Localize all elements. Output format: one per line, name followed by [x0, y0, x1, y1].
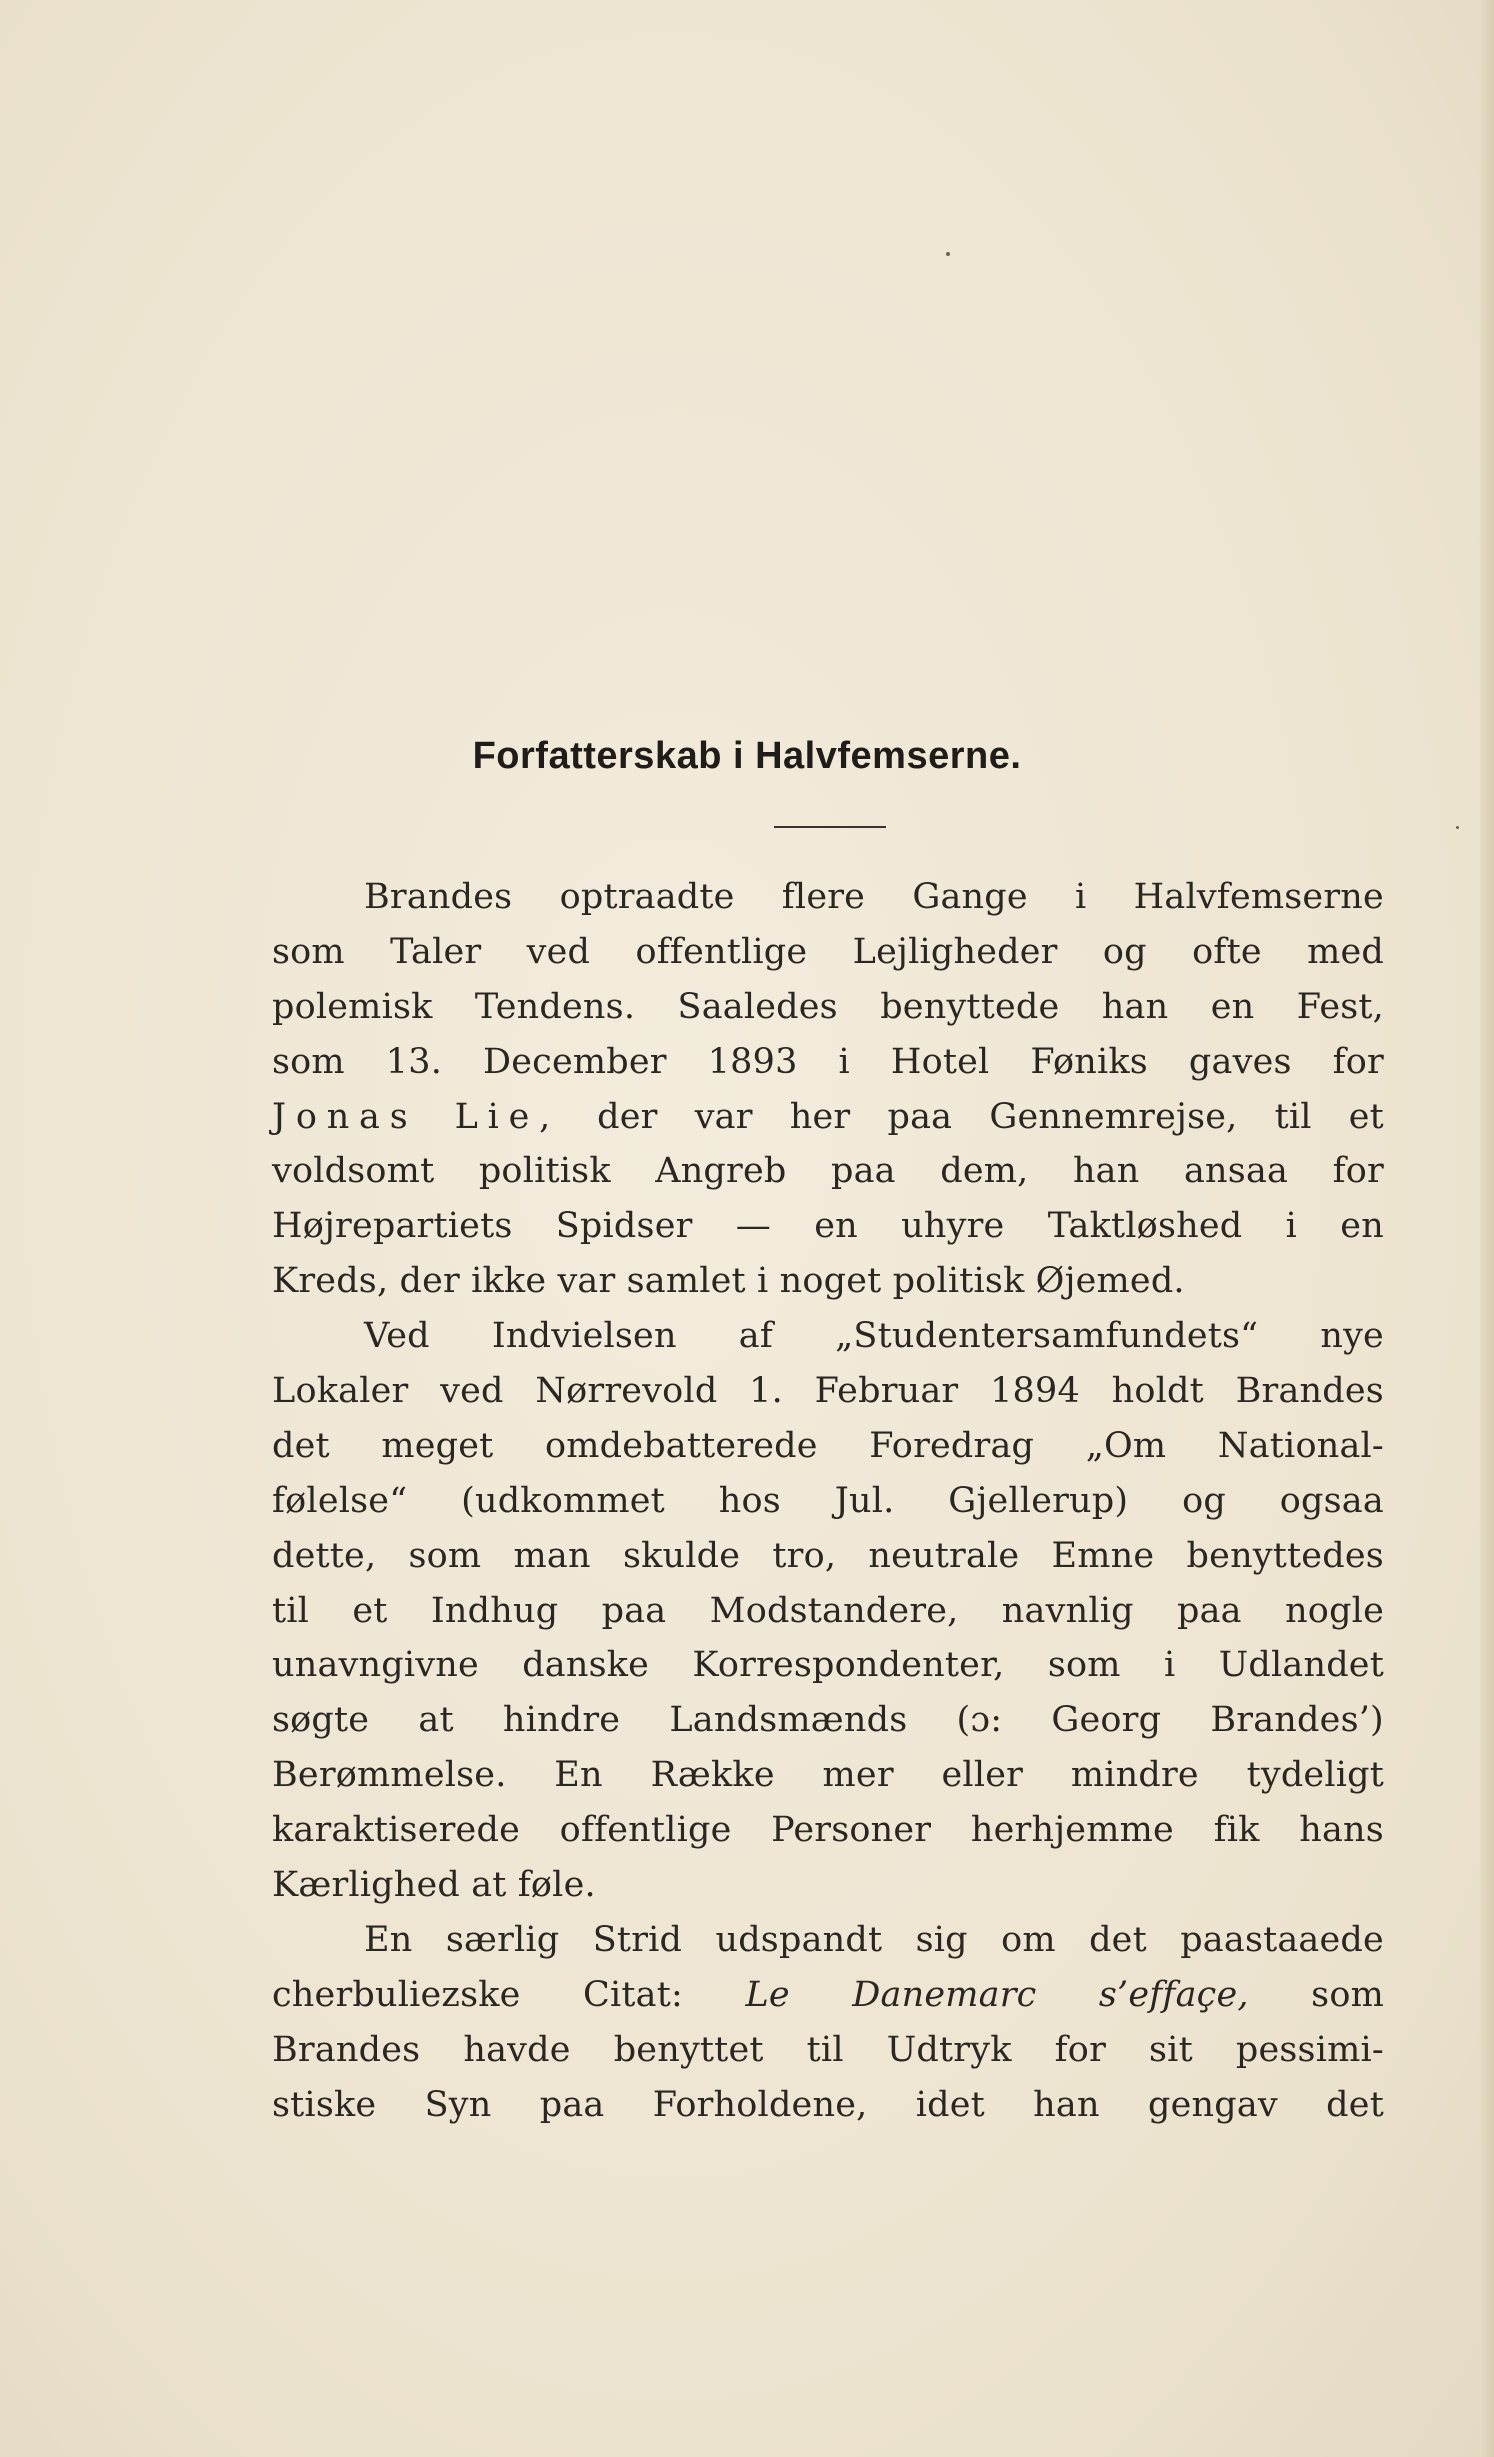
word: politisk — [478, 1151, 611, 1192]
word: gaves — [1188, 1041, 1292, 1082]
text-line — [272, 1144, 1384, 1199]
word: føle. — [517, 1865, 596, 1906]
word: særlig — [445, 1919, 560, 1960]
text-line — [272, 1803, 1384, 1858]
word: polemisk — [272, 986, 433, 1027]
word: Føniks — [1030, 1041, 1148, 1082]
text-line — [272, 980, 1384, 1035]
speck — [1456, 826, 1459, 829]
word: paastaaede — [1180, 1919, 1384, 1960]
word: for — [1332, 1041, 1384, 1082]
word: Halvfemserne — [1133, 877, 1384, 917]
text-line — [272, 870, 1384, 925]
word: Citat: — [583, 1974, 683, 2015]
word: hos — [718, 1480, 781, 1521]
word: Strid — [592, 1919, 683, 1960]
word: uhyre — [901, 1206, 1005, 1247]
word: Taktløshed — [1047, 1206, 1243, 1247]
word: var — [694, 1096, 753, 1137]
word: Lejligheder — [852, 931, 1058, 972]
word: unavngivne — [272, 1645, 479, 1686]
text-line — [272, 1638, 1384, 1693]
word: meget — [381, 1425, 494, 1466]
word: Nørrevold — [535, 1371, 718, 1412]
word: s’effaçe, — [1098, 1974, 1249, 2015]
word: neutrale — [868, 1535, 1020, 1576]
text-line — [272, 1199, 1384, 1254]
word: ved — [440, 1371, 504, 1412]
word: mer — [822, 1755, 894, 1796]
text-line — [272, 1035, 1384, 1090]
word: skulde — [622, 1535, 741, 1576]
word: optraadte — [559, 877, 735, 917]
word: dem, — [940, 1151, 1029, 1192]
word: ansaa — [1183, 1151, 1289, 1192]
word: og — [1102, 931, 1147, 972]
word: en — [814, 1206, 858, 1247]
text-line — [272, 925, 1384, 980]
text-line — [272, 1693, 1384, 1748]
word: National- — [1217, 1425, 1384, 1466]
word: en — [1210, 986, 1255, 1027]
word: søgte — [272, 1700, 370, 1741]
word: sig — [915, 1919, 968, 1960]
word: flere — [781, 877, 866, 917]
word: i — [1285, 1206, 1298, 1247]
word: i — [757, 1261, 769, 1302]
word: dette, — [272, 1535, 377, 1576]
word: sit — [1149, 2029, 1193, 2070]
word: Landsmænds — [669, 1700, 908, 1741]
text-line — [272, 2078, 1384, 2133]
text-line — [272, 1419, 1384, 1474]
word: omdebatterede — [545, 1425, 818, 1466]
word: det — [1326, 2084, 1384, 2125]
text-line — [272, 1309, 1384, 1364]
word: som — [408, 1535, 482, 1576]
word: Korrespondenter, — [692, 1645, 1005, 1686]
word: Brandes — [272, 2029, 421, 2070]
word: Februar — [814, 1371, 959, 1412]
word: Saaledes — [677, 986, 838, 1027]
word: Emne — [1051, 1535, 1155, 1576]
word: gengav — [1148, 2084, 1278, 2125]
word: Georg — [1051, 1700, 1162, 1741]
word: en — [1340, 1206, 1384, 1247]
word: stiske — [272, 2084, 377, 2125]
text-line — [272, 1364, 1384, 1419]
word: nye — [1320, 1316, 1384, 1357]
word: af — [738, 1316, 774, 1357]
word: „Studentersamfundets“ — [835, 1316, 1259, 1357]
word: som — [272, 1041, 345, 1082]
text-line — [272, 1858, 1384, 1913]
word: ofte — [1192, 931, 1262, 972]
word: det — [272, 1425, 330, 1466]
word: Forholdene, — [652, 2084, 868, 2125]
word: noget — [779, 1261, 882, 1302]
word: om — [1001, 1919, 1056, 1960]
word: var — [557, 1261, 616, 1302]
word: 1. — [749, 1371, 783, 1412]
word: holdt — [1111, 1371, 1204, 1412]
word: Berømmelse. — [272, 1755, 507, 1796]
word: Brandes — [364, 877, 513, 917]
word: benyttedes — [1186, 1535, 1384, 1576]
word: at — [418, 1700, 454, 1741]
text-line — [272, 1474, 1384, 1529]
word: Le — [745, 1974, 790, 2015]
word: tro, — [772, 1535, 837, 1576]
word: Række — [650, 1755, 775, 1796]
text-line — [272, 1090, 1384, 1145]
word: Foredrag — [869, 1425, 1035, 1466]
text-line — [272, 1254, 1384, 1309]
speck — [946, 252, 950, 256]
word: i — [838, 1041, 850, 1082]
word: paa — [887, 1096, 953, 1137]
word: Syn — [424, 2084, 492, 2125]
word: paa — [830, 1151, 896, 1192]
word: Gennemrejse, — [989, 1096, 1238, 1137]
word: det — [1089, 1919, 1147, 1960]
word: Indvielsen — [491, 1316, 677, 1357]
body-text — [272, 870, 1384, 2132]
word: følelse“ — [272, 1480, 408, 1521]
word: 1894 — [990, 1371, 1080, 1412]
word: fik — [1213, 1810, 1260, 1851]
word: havde — [463, 2029, 571, 2070]
word: at — [471, 1865, 507, 1906]
word: i — [1163, 1645, 1176, 1686]
word: benyttet — [613, 2029, 764, 2070]
word: ikke — [471, 1261, 547, 1302]
word: Angreb — [655, 1151, 787, 1192]
word: han — [1033, 2084, 1100, 2125]
word: Ved — [364, 1316, 430, 1357]
word: for — [1332, 1151, 1384, 1192]
word: for — [1054, 2029, 1106, 2070]
word: Udlandet — [1218, 1645, 1384, 1686]
word: og — [1182, 1480, 1226, 1521]
word: paa — [539, 2084, 605, 2125]
word: herhjemme — [970, 1810, 1174, 1851]
word: pessimi- — [1235, 2029, 1384, 2070]
word: Kreds, — [272, 1261, 389, 1302]
word: ved — [526, 931, 591, 972]
word: han — [1072, 1151, 1140, 1192]
word: udspandt — [715, 1919, 883, 1960]
heading-rule — [774, 826, 886, 828]
word: (udkommet — [461, 1480, 665, 1521]
word: Lie, — [454, 1096, 561, 1137]
word: „Om — [1085, 1425, 1167, 1466]
word: Højrepartiets — [272, 1206, 513, 1247]
word: — — [735, 1206, 771, 1247]
text-line — [272, 1748, 1384, 1803]
word: som — [1311, 1974, 1384, 2015]
word: Hotel — [890, 1041, 990, 1082]
word: nogle — [1285, 1590, 1384, 1631]
word: danske — [522, 1645, 650, 1686]
chapter-heading: Forfatterskab i Halvfemserne. — [472, 735, 1022, 777]
word: voldsomt — [272, 1151, 435, 1192]
word: mindre — [1070, 1755, 1199, 1796]
word: cherbuliezske — [272, 1974, 521, 2015]
word: Gange — [912, 877, 1028, 917]
page-edge — [1480, 0, 1494, 2457]
word: ogsaa — [1279, 1480, 1384, 1521]
word: Kærlighed — [272, 1865, 461, 1906]
word: 13. — [385, 1041, 443, 1082]
word: navnlig — [1001, 1590, 1134, 1631]
word: Modstandere, — [709, 1590, 959, 1631]
word: som — [272, 931, 345, 972]
word: her — [789, 1096, 851, 1137]
word: Taler — [390, 931, 482, 972]
word: Brandes — [1235, 1371, 1384, 1412]
word: man — [513, 1535, 591, 1576]
word: Indhug — [430, 1590, 559, 1631]
word: i — [1075, 877, 1087, 917]
text-line — [272, 1529, 1384, 1584]
word: Lokaler — [272, 1371, 409, 1412]
word: En — [554, 1755, 603, 1796]
word: Udtryk — [886, 2029, 1012, 2070]
word: tydeligt — [1246, 1755, 1384, 1796]
word: Fest, — [1296, 986, 1384, 1027]
word: samlet — [626, 1261, 746, 1302]
word: han — [1101, 986, 1169, 1027]
word: paa — [601, 1590, 667, 1631]
word: (ɔ: — [956, 1700, 1003, 1741]
text-line — [272, 2023, 1384, 2078]
word: Jonas — [272, 1096, 418, 1137]
word: December — [483, 1041, 667, 1082]
word: Personer — [771, 1810, 932, 1851]
word: idet — [915, 2084, 985, 2125]
word: eller — [941, 1755, 1024, 1796]
word: Gjellerup) — [948, 1480, 1129, 1521]
word: der — [399, 1261, 460, 1302]
word: politisk — [892, 1261, 1025, 1302]
word: Brandes’) — [1210, 1700, 1384, 1741]
word: med — [1307, 931, 1384, 972]
word: Spidser — [555, 1206, 693, 1247]
word: der — [597, 1096, 658, 1137]
word: benyttede — [880, 986, 1060, 1027]
text-line — [272, 1584, 1384, 1639]
word: En — [364, 1919, 413, 1960]
word: Jul. — [834, 1480, 895, 1521]
word: som — [1047, 1645, 1121, 1686]
word: Tendens. — [474, 986, 636, 1027]
word: hindre — [502, 1700, 621, 1741]
word: Øjemed. — [1035, 1261, 1185, 1302]
text-line — [272, 1968, 1384, 2023]
word: til — [806, 2029, 844, 2070]
word: til — [1274, 1096, 1312, 1137]
word: Danemarc — [852, 1974, 1037, 2015]
word: til — [272, 1590, 310, 1631]
text-line — [272, 1913, 1384, 1968]
word: karaktiserede — [272, 1810, 520, 1851]
word: hans — [1299, 1810, 1384, 1851]
word: et — [1348, 1096, 1384, 1137]
word: offentlige — [635, 931, 808, 972]
word: paa — [1177, 1590, 1242, 1631]
word: offentlige — [559, 1810, 732, 1851]
word: 1893 — [707, 1041, 798, 1082]
word: et — [352, 1590, 388, 1631]
